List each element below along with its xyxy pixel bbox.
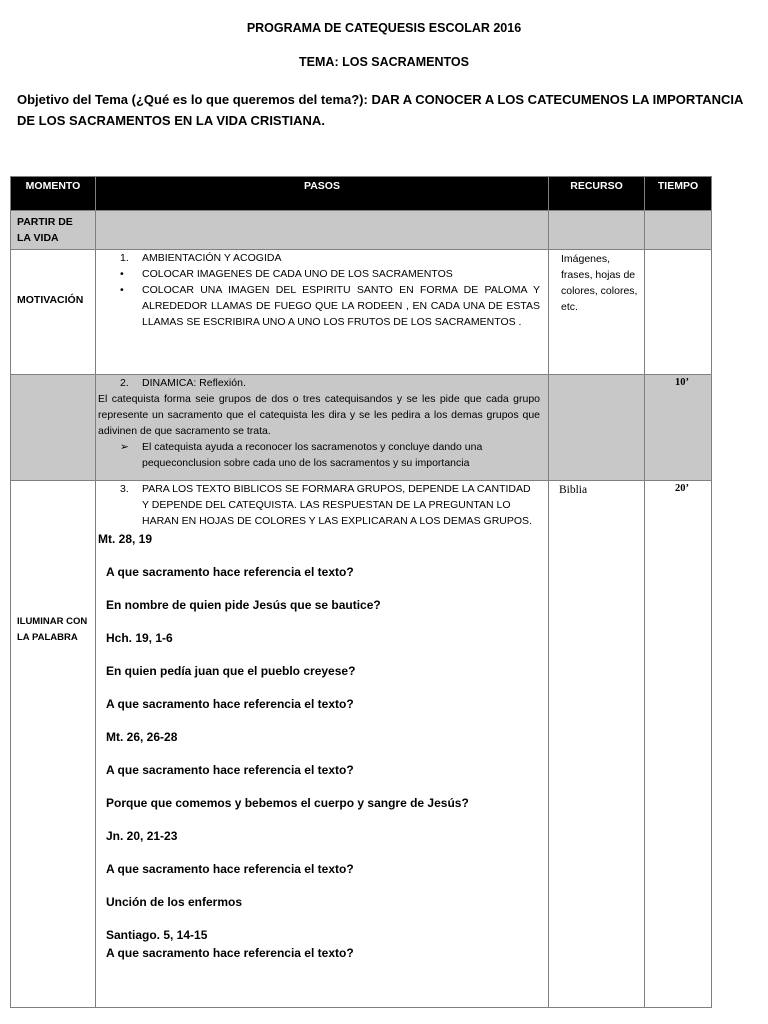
list-item: Santiago. 5, 14-15 [106,928,208,942]
header-pasos: PASOS [96,177,549,211]
dinamica-text: El catequista forma seie grupos de dos o tres catequisandos y se les pide que cada grupo represente un sacramento que el catequista les dira y se les pedira a los demas grupos que adivinen de que sacramento se trata. [98,393,540,437]
list-item: A que sacramento hace referencia el texto? [106,946,354,960]
list-item: Jn. 20, 21-23 [106,829,178,843]
objective-line-1: Objetivo del Tema (¿Qué es lo que queremos del tema?): DAR A CONOCER A LOS CATECUMENOS LA IMPORTANCIA [17,92,744,107]
tiempo-partir [645,211,712,250]
list-item: A que sacramento hace referencia el texto? [106,862,354,876]
step-1: 1. AMBIENTACIÓN Y ACOGIDA [120,252,282,264]
pasos-dinamica [96,375,549,481]
document-title: PROGRAMA DE CATEQUESIS ESCOLAR 2016 [246,21,522,35]
list-item: Mt. 26, 26-28 [106,730,178,744]
tiempo-dinamica: 10’ [645,375,712,481]
momento-motivacion: MOTIVACIÓN [11,250,96,375]
pasos-motivacion [96,250,549,375]
list-item: A que sacramento hace referencia el texto? [106,763,354,777]
bullet-item: • COLOCAR UNA IMAGEN DEL ESPIRITU SANTO EN FORMA DE PALOMA Y ALREDEDOR LLAMAS DE FUEGO QUE LA RODEEN , EN CADA UNA DE ESTAS LLAMAS SE ESCRIBIRA UNO A UNO LOS FRUTOS DE LOS SACRAMENTOS . [120,284,540,328]
arrow-bullet-icon: ➢ [120,441,129,453]
question-list [98,529,540,961]
tiempo-motivacion [645,250,712,375]
row-dinamica [11,375,712,481]
pasos-iluminar [96,481,549,1008]
step-3: 3. PARA LOS TEXTO BIBLICOS SE FORMARA GRUPOS, DEPENDE LA CANTIDAD Y DEPENDE DEL CATEQUISTA. LAS RESPUESTAN DE LA PREGUNTAN LO HARAN EN HOJAS DE COLORES Y LAS EXPLICARAN A LOS DEMAS GRUPOS. [120,483,532,527]
row-partir-de-la-vida [11,211,712,250]
bullet-icon: • [120,268,124,280]
list-item: A que sacramento hace referencia el texto? [106,697,354,711]
row-iluminar [11,481,712,1008]
pasos-partir [96,211,549,250]
table-header-row [11,177,712,211]
bullet-icon: • [120,284,124,296]
recurso-partir [549,211,645,250]
header-recurso: RECURSO [549,177,645,211]
list-item: Unción de los enfermos [106,895,243,909]
arrow-item: ➢ El catequista ayuda a reconocer los sacramenotos y concluye dando una pequeconclusion sobre cada uno de los sacramentos y su importancia [120,441,483,469]
list-item: Porque que comemos y bebemos el cuerpo y sangre de Jesús? [106,796,469,810]
objective-line-2: DE LOS SACRAMENTOS EN LA VIDA CRISTIANA. [17,113,325,128]
list-item: En nombre de quien pide Jesús que se bautice? [106,598,381,612]
list-item: Hch. 19, 1-6 [106,631,173,645]
momento-iluminar: ILUMINAR CON LA PALABRA [11,481,96,1008]
momento-partir: PARTIR DE LA VIDA [11,211,96,250]
recurso-iluminar: Biblia [549,481,645,1008]
lesson-plan-table [10,176,712,1008]
objective [17,89,752,131]
recurso-dinamica [549,375,645,481]
list-item: A que sacramento hace referencia el texto? [106,565,354,579]
header-momento: MOMENTO [11,177,96,211]
step-2: 2. DINAMICA: Reflexión. [120,377,246,389]
document-subtitle: TEMA: LOS SACRAMENTOS [299,55,469,69]
row-motivacion [11,250,712,375]
momento-dinamica [11,375,96,481]
header-tiempo: TIEMPO [645,177,712,211]
list-item: Mt. 28, 19 [98,532,153,546]
recurso-motivacion: Imágenes, frases, hojas de colores, colores, etc. [549,250,645,375]
list-item: En quien pedía juan que el pueblo creyese? [106,664,356,678]
tiempo-iluminar: 20’ [645,481,712,1008]
bullet-item: • COLOCAR IMAGENES DE CADA UNO DE LOS SACRAMENTOS [120,268,453,280]
